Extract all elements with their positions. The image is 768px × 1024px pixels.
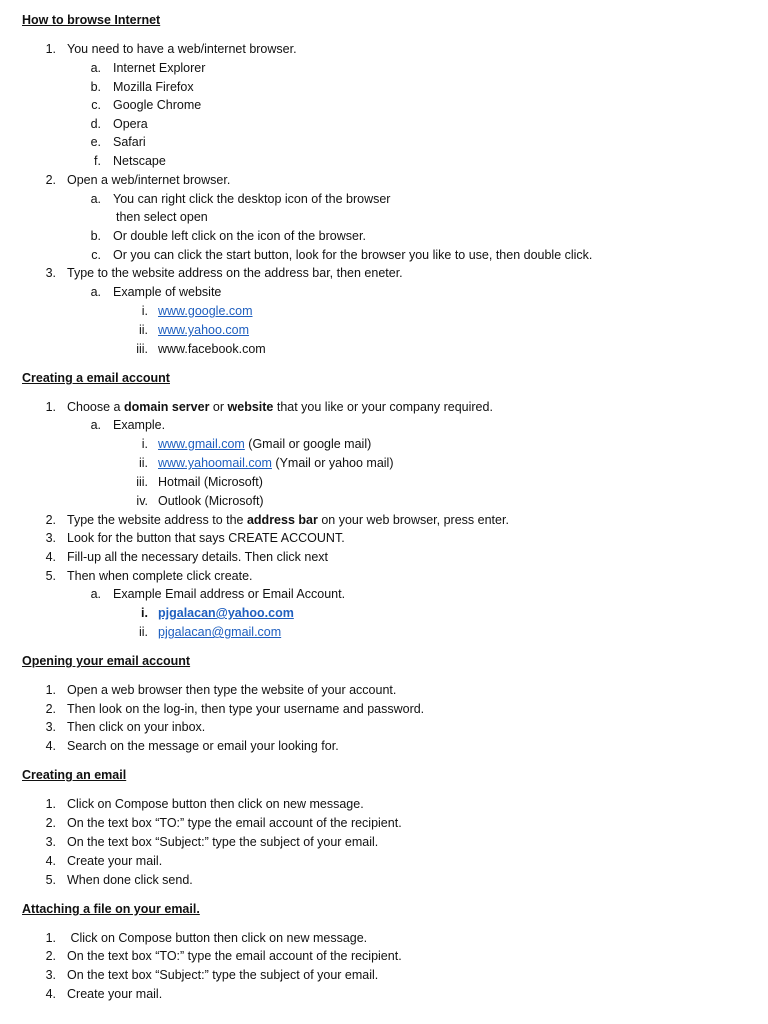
list-marker: 1.	[45, 683, 56, 697]
heading-opening-email-account: Opening your email account	[22, 654, 191, 668]
heading-browse-internet: How to browse Internet	[22, 13, 161, 27]
list-marker: 3.	[45, 720, 56, 734]
list-marker: 1.	[45, 400, 56, 414]
list-marker: iv.	[136, 494, 148, 508]
list-item: Type the website address to the address bar on your web browser, press enter.	[67, 513, 509, 527]
list-marker: 3.	[45, 835, 56, 849]
list-item: You need to have a web/internet browser.	[67, 42, 297, 56]
list-marker: c.	[91, 248, 101, 262]
list-marker: 4.	[45, 550, 56, 564]
list-item: Then when complete click create.	[67, 569, 253, 583]
list-item: You can right click the desktop icon of the browser	[113, 192, 391, 206]
list-marker: 3.	[45, 531, 56, 545]
heading-creating-email: Creating an email	[22, 768, 127, 782]
list-marker: 1.	[45, 797, 56, 811]
list-item: When done click send.	[67, 873, 193, 887]
list-item: Create your mail.	[67, 854, 163, 868]
list-item: www.gmail.com (Gmail or google mail)	[158, 437, 372, 451]
list-item: Click on Compose button then click on new message.	[67, 797, 364, 811]
list-item: Click on Compose button then click on new message.	[67, 931, 368, 945]
list-marker: a.	[90, 418, 101, 432]
list-item: On the text box “Subject:” type the subject of your email.	[67, 835, 379, 849]
list-item: Open a web browser then type the website of your account.	[67, 683, 397, 697]
list-marker: 4.	[45, 739, 56, 753]
list-marker: 5.	[45, 873, 56, 887]
list-marker: a.	[90, 285, 101, 299]
list-marker: 2.	[45, 949, 56, 963]
list-item: Opera	[113, 117, 148, 131]
list-item: On the text box “TO:” type the email account of the recipient.	[67, 816, 402, 830]
link-email-yahoo[interactable]: pjgalacan@yahoo.com	[158, 606, 294, 620]
list-marker: 4.	[45, 987, 56, 1001]
list-marker: b.	[90, 80, 101, 94]
list-item: Example.	[113, 418, 166, 432]
link-gmail[interactable]: www.gmail.com	[158, 437, 245, 451]
list-item: Search on the message or email your looking for.	[67, 739, 339, 753]
list-item: Netscape	[113, 154, 166, 168]
list-marker: c.	[91, 98, 101, 112]
list-marker: 4.	[45, 854, 56, 868]
list-item: Then look on the log-in, then type your username and password.	[67, 702, 425, 716]
list-item: Example of website	[113, 285, 222, 299]
list-item: Example Email address or Email Account.	[113, 587, 346, 601]
list-marker: 2.	[45, 513, 56, 527]
list-item: www.yahoomail.com (Ymail or yahoo mail)	[158, 456, 394, 470]
list-item: Safari	[113, 135, 146, 149]
list-marker: iii.	[136, 342, 148, 356]
list-marker: 5.	[45, 569, 56, 583]
list-marker: i.	[141, 437, 148, 451]
list-marker: 3.	[45, 266, 56, 280]
list-item: Google Chrome	[113, 98, 202, 112]
list-item: Or double left click on the icon of the browser.	[113, 229, 366, 243]
list-item: Hotmail (Microsoft)	[158, 475, 263, 489]
list-item: Outlook (Microsoft)	[158, 494, 264, 508]
link-email-gmail[interactable]: pjgalacan@gmail.com	[158, 625, 282, 639]
list-item: Or you can click the start button, look for the browser you like to use, then double click.	[113, 248, 593, 262]
list-item: Open a web/internet browser.	[67, 173, 231, 187]
list-marker: iii.	[136, 475, 148, 489]
list-marker: ii.	[138, 323, 148, 337]
list-marker: e.	[90, 135, 101, 149]
list-item: Fill-up all the necessary details. Then click next	[67, 550, 328, 564]
list-marker: 2.	[45, 816, 56, 830]
list-item: Type to the website address on the address bar, then eneter.	[67, 266, 403, 280]
list-item: Create your mail.	[67, 987, 163, 1001]
list-marker: 1.	[45, 42, 56, 56]
list-item: Look for the button that says CREATE ACCOUNT.	[67, 531, 345, 545]
list-marker: a.	[90, 192, 101, 206]
list-item: www.facebook.com	[158, 342, 266, 356]
heading-attaching-file: Attaching a file on your email.	[22, 902, 200, 916]
list-marker: 3.	[45, 968, 56, 982]
list-item: Internet Explorer	[113, 61, 206, 75]
list-item: On the text box “TO:” type the email account of the recipient.	[67, 949, 402, 963]
heading-creating-email-account: Creating a email account	[22, 371, 170, 385]
list-marker: 1.	[45, 931, 56, 945]
link-google[interactable]: www.google.com	[158, 304, 253, 318]
list-item: Choose a domain server or website that you like or your company required.	[67, 400, 493, 414]
list-marker: ii.	[138, 456, 148, 470]
list-marker: ii.	[138, 625, 148, 639]
list-marker: i.	[141, 304, 148, 318]
list-marker: a.	[90, 587, 101, 601]
link-yahoomail[interactable]: www.yahoomail.com	[158, 456, 272, 470]
list-item-continuation: then select open	[116, 210, 208, 224]
list-marker: f.	[94, 154, 101, 168]
list-item: Mozilla Firefox	[113, 80, 194, 94]
list-marker: a.	[90, 61, 101, 75]
list-marker: 2.	[45, 702, 56, 716]
list-marker: 2.	[45, 173, 56, 187]
list-marker: i.	[141, 606, 148, 620]
list-item: Then click on your inbox.	[67, 720, 206, 734]
list-marker: d.	[90, 117, 101, 131]
list-marker: b.	[90, 229, 101, 243]
link-yahoo[interactable]: www.yahoo.com	[158, 323, 250, 337]
list-item: On the text box “Subject:” type the subject of your email.	[67, 968, 379, 982]
